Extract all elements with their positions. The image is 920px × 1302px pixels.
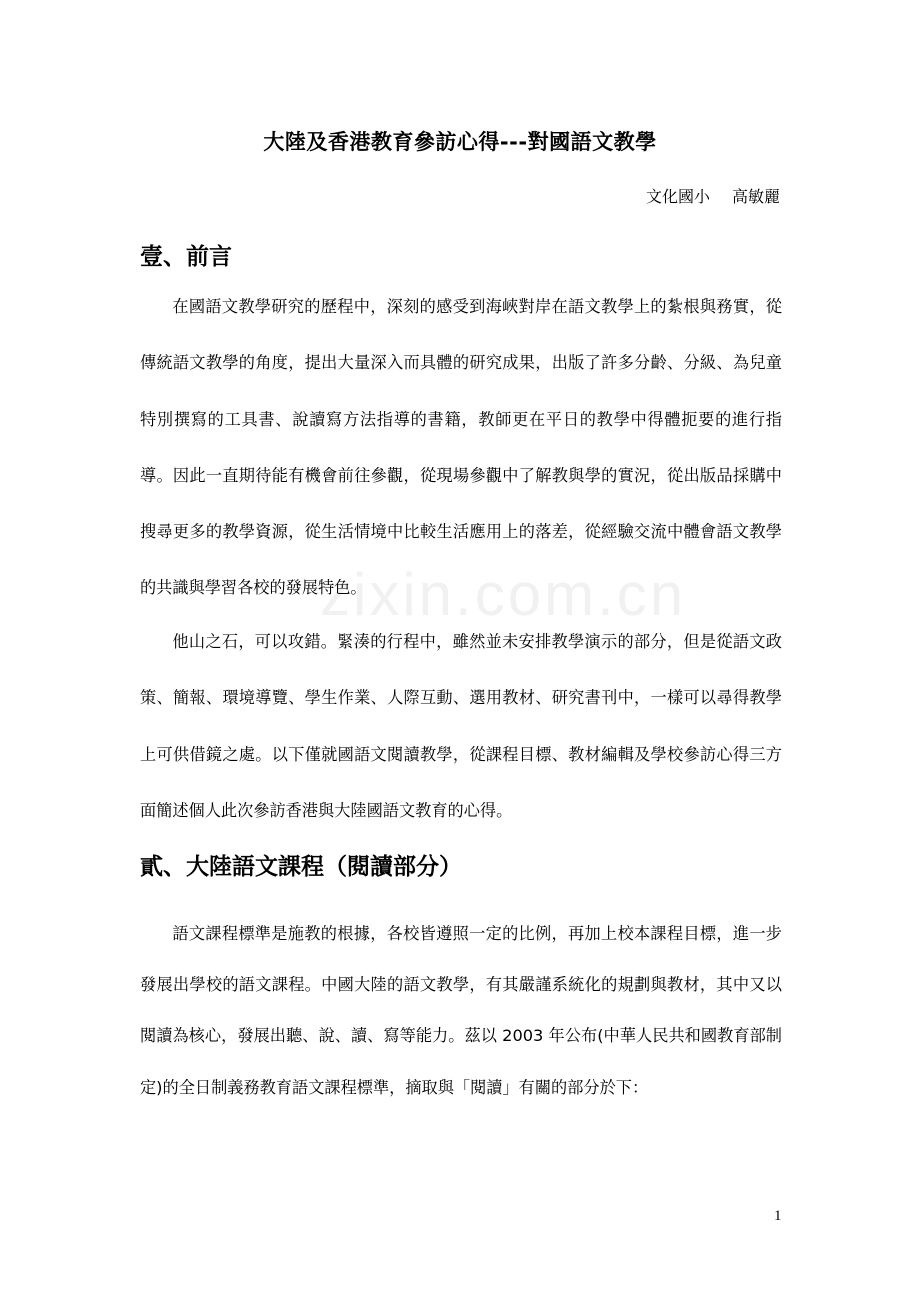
section-heading-preface: 壹、前言 [140, 244, 232, 270]
author-name: 高敏麗 [731, 187, 780, 206]
author-school: 文化國小 [645, 187, 710, 206]
author-line [646, 184, 780, 207]
paragraph-preface-2: 他山之石，可以攻錯。緊湊的行程中，雖然並未安排教學演示的部分，但是從語文政策、簡報、環境導覽、學生作業、人際互動、選用教材、研究書刊中，一樣可以尋得教學上可供借鏡之處。以下僅就國語文閱讀教學，從課程目標、教材編輯及學校參訪心得三方面簡述個人此次參訪香港與大陸國語文教育的心得。 [140, 632, 782, 820]
watermark: zixin.com.cn [320, 561, 687, 628]
section-heading-curriculum: 貳、大陸語文課程（閱讀部分） [140, 854, 462, 880]
paragraph-preface-1: 在國語文教學研究的歷程中，深刻的感受到海峽對岸在語文教學上的紮根與務實，從傳統語文教學的角度，提出大量深入而具體的研究成果，出版了許多分齡、分級、為兒童特別撰寫的工具書、說讀寫方法指導的書籍，教師更在平日的教學中得體扼要的進行指導。因此一直期待能有機會前往參觀，從現場參觀中了解教與學的實況，從出版品採購中搜尋更多的教學資源，從生活情境中比較生活應用上的落差，從經驗交流中體會語文教學的共識與學習各校的發展特色。 [140, 297, 782, 598]
paragraph-curriculum-1: 語文課程標準是施教的根據，各校皆遵照一定的比例，再加上校本課程目標，進一步發展出學校的語文課程。中國大陸的語文教學，有其嚴謹系統化的規劃與教材，其中又以閱讀為核心，發展出聽、說、讀、寫等能力。茲以 2003 年公布(中華人民共和國教育部制定)的全日制義務教育語文課程標準，摘取與「閱讀」有關的部分於下： [140, 924, 782, 1097]
document-title: 大陸及香港教育參訪心得---對國語文教學 [263, 130, 657, 154]
page-number: 1 [774, 1208, 782, 1224]
